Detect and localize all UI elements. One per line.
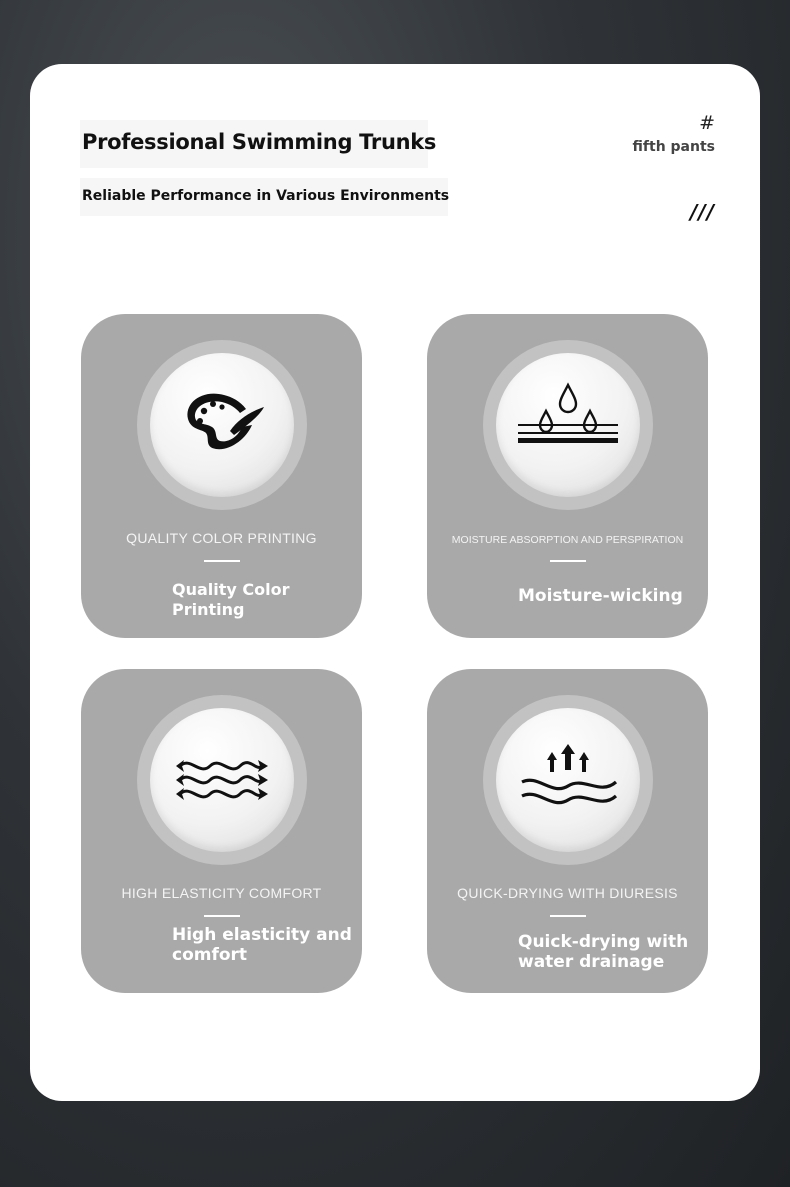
feature-en-text: QUALITY COLOR PRINTING xyxy=(126,530,317,546)
feature-label: Moisture-wicking xyxy=(518,586,683,606)
icon-halo xyxy=(483,340,653,510)
hash-mark: # xyxy=(699,112,715,134)
page-title: Professional Swimming Trunks xyxy=(82,130,437,154)
feature-label: Quick-drying with water drainage xyxy=(518,932,689,972)
icon-disc xyxy=(496,708,640,852)
quick-dry-arrows-icon xyxy=(518,730,618,830)
icon-disc xyxy=(496,353,640,497)
page-subtitle: Reliable Performance in Various Environments xyxy=(82,188,450,204)
slash-decoration: /// xyxy=(690,200,715,224)
feature-card-moisture-wicking xyxy=(427,314,708,638)
divider xyxy=(550,915,586,917)
divider xyxy=(550,560,586,562)
feature-card-quick-drying xyxy=(427,669,708,993)
palette-icon xyxy=(172,375,272,475)
icon-halo xyxy=(483,695,653,865)
feature-label: High elasticity and comfort xyxy=(172,925,352,965)
icon-disc xyxy=(150,708,294,852)
icon-halo xyxy=(137,695,307,865)
content-card xyxy=(30,64,760,1101)
feature-en-text: QUICK-DRYING WITH DIURESIS xyxy=(457,885,678,901)
feature-card-elasticity xyxy=(81,669,362,993)
icon-halo xyxy=(137,340,307,510)
feature-card-color-printing xyxy=(81,314,362,638)
stretch-waves-icon xyxy=(172,730,272,830)
divider xyxy=(204,560,240,562)
icon-disc xyxy=(150,353,294,497)
feature-label: Quality Color Printing xyxy=(172,580,290,619)
feature-en-text: MOISTURE ABSORPTION AND PERSPIRATION xyxy=(451,534,684,546)
divider xyxy=(204,915,240,917)
brand-name: fifth pants xyxy=(632,139,715,155)
water-drops-icon xyxy=(518,375,618,475)
feature-en-text: HIGH ELASTICITY COMFORT xyxy=(121,885,322,901)
